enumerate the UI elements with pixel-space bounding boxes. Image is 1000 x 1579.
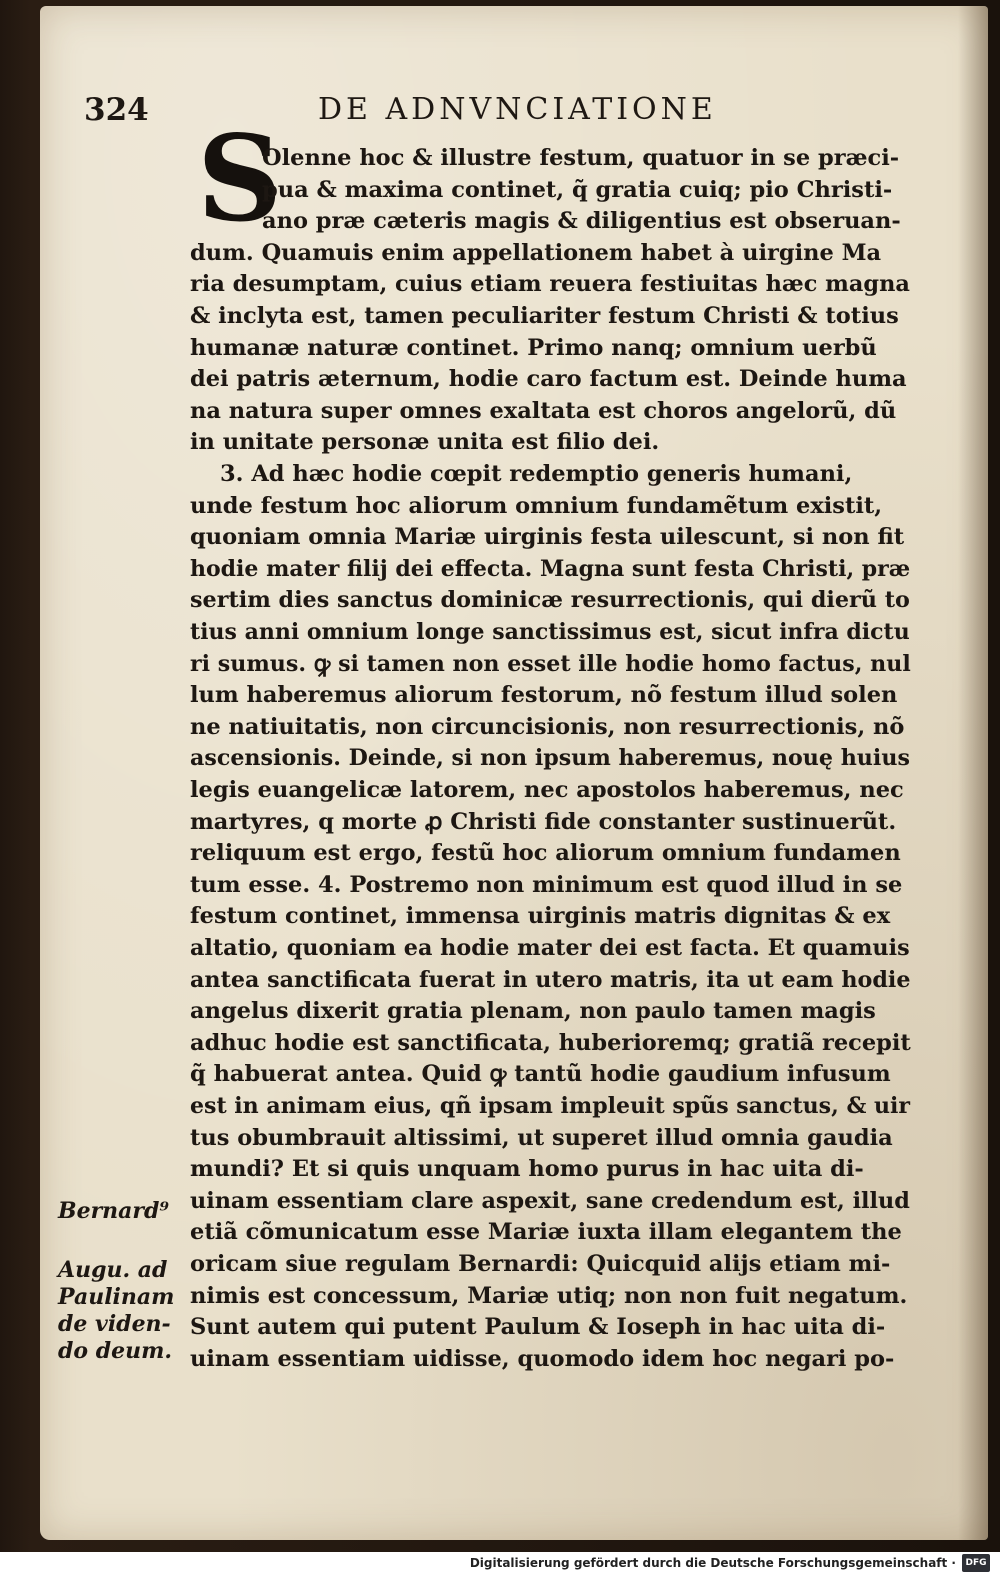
text-line: reliquum est ergo, festũ hoc aliorum omnium fundamen	[190, 840, 901, 867]
text-line: in unitate personæ unita est filio dei.	[190, 429, 660, 456]
text-line: hodie mater filij dei effecta. Magna sunt festa Christi, præ	[190, 555, 911, 582]
text-line: 3. Ad hæc hodie cœpit redemptio generis humani,	[220, 461, 853, 487]
text-line: tum esse. 4. Postremo non minimum est quod illud in se	[190, 871, 903, 898]
text-line: unde festum hoc aliorum omnium fundamẽtum existit,	[190, 492, 883, 519]
text-line: martyres, q morte ꝓ Christi fide constanter sustinuerũt.	[190, 808, 897, 835]
text-line: est in animam eius, qñ ipsam impleuit spũs sanctus, & uir	[190, 1093, 911, 1119]
page-number: 324	[84, 92, 149, 128]
text-line: quoniam omnia Mariæ uirginis festa uilescunt, si non fit	[190, 524, 905, 551]
margin-note: Bernard⁹	[58, 1198, 170, 1224]
margin-note: Paulinam	[58, 1284, 175, 1310]
drop-cap: S	[197, 109, 283, 248]
text-line: antea sanctificata fuerat in utero matris, ita ut eam hodie	[190, 966, 911, 993]
text-line: altatio, quoniam ea hodie mater dei est facta. Et quamuis	[190, 935, 910, 961]
text-line: dum. Quamuis enim appellationem habet à uirgine Ma	[190, 239, 882, 266]
text-line: uinam essentiam uidisse, quomodo idem hoc negari po-	[190, 1345, 895, 1372]
text-line: mundi? Et si quis unquam homo purus in hac uita di-	[190, 1156, 864, 1183]
text-line: sertim dies sanctus dominicæ resurrectionis, qui dierũ to	[190, 587, 910, 614]
text-line: Sunt autem qui putent Paulum & Ioseph in hac uita di-	[190, 1314, 886, 1341]
text-line: nimis est concessum, Mariæ utiq; non non fuit negatum.	[190, 1282, 908, 1309]
text-line: legis euangelicæ latorem, nec apostolos haberemus, nec	[190, 777, 904, 803]
page-shadow	[958, 6, 988, 1540]
dfg-logo: DFG	[962, 1554, 990, 1572]
text-line: adhuc hodie est sanctificata, huberioremq; gratiã recepit	[190, 1029, 911, 1056]
text-line: festum continet, immensa uirginis matris dignitas & ex	[190, 903, 891, 930]
text-line: pua & maxima continet, q̃ gratia cuiq; pio Christi-	[262, 176, 893, 203]
text-line: oricam siue regulam Bernardi: Quicquid alijs etiam mi-	[190, 1251, 891, 1277]
text-line: ria desumptam, cuius etiam reuera festiuitas hæc magna	[190, 271, 910, 298]
margin-note: de viden-	[58, 1311, 171, 1337]
text-line: tius anni omnium longe sanctissimus est, sicut infra dictu	[190, 619, 910, 645]
text-line: dei patris æternum, hodie caro factum est. Deinde huma	[190, 366, 907, 393]
text-line: uinam essentiam clare aspexit, sane credendum est, illud	[190, 1187, 910, 1214]
text-line: angelus dixerit gratia plenam, non paulo tamen magis	[190, 998, 876, 1025]
text-line: etiã cõmunicatum esse Mariæ iuxta illam elegantem the	[190, 1219, 902, 1246]
text-line: ascensionis. Deinde, si non ipsum haberemus, nouę huius	[190, 745, 910, 772]
funding-credit: Digitalisierung gefördert durch die Deutsche Forschungsgemeinschaft ·	[469, 1556, 956, 1570]
text-line: tus obumbrauit altissimi, ut superet illud omnia gaudia	[190, 1124, 893, 1151]
text-line: lum haberemus aliorum festorum, nõ festum illud solen	[190, 682, 898, 709]
text-line: q̃ habuerat antea. Quid ꝙ tantũ hodie gaudium infusum	[190, 1061, 891, 1088]
text-line: ano præ cæteris magis & diligentius est obseruan-	[262, 208, 901, 235]
text-line: na natura super omnes exaltata est choros angelorũ, dũ	[190, 397, 897, 424]
text-line: ri sumus. ꝙ si tamen non esset ille hodie homo factus, nul	[190, 650, 911, 677]
margin-note: do deum.	[58, 1338, 173, 1364]
margin-note: Augu. ad	[58, 1257, 168, 1283]
text-line: Olenne hoc & illustre festum, quatuor in se præci-	[262, 145, 900, 171]
text-line: ne natiuitatis, non circuncisionis, non resurrectionis, nõ	[190, 713, 905, 740]
text-line: humanæ naturæ continet. Primo nanq; omnium uerbũ	[190, 334, 877, 361]
text-line: & inclyta est, tamen peculiariter festum Christi & totius	[190, 303, 899, 329]
running-head: DE ADNVNCIATIONE	[318, 92, 717, 127]
